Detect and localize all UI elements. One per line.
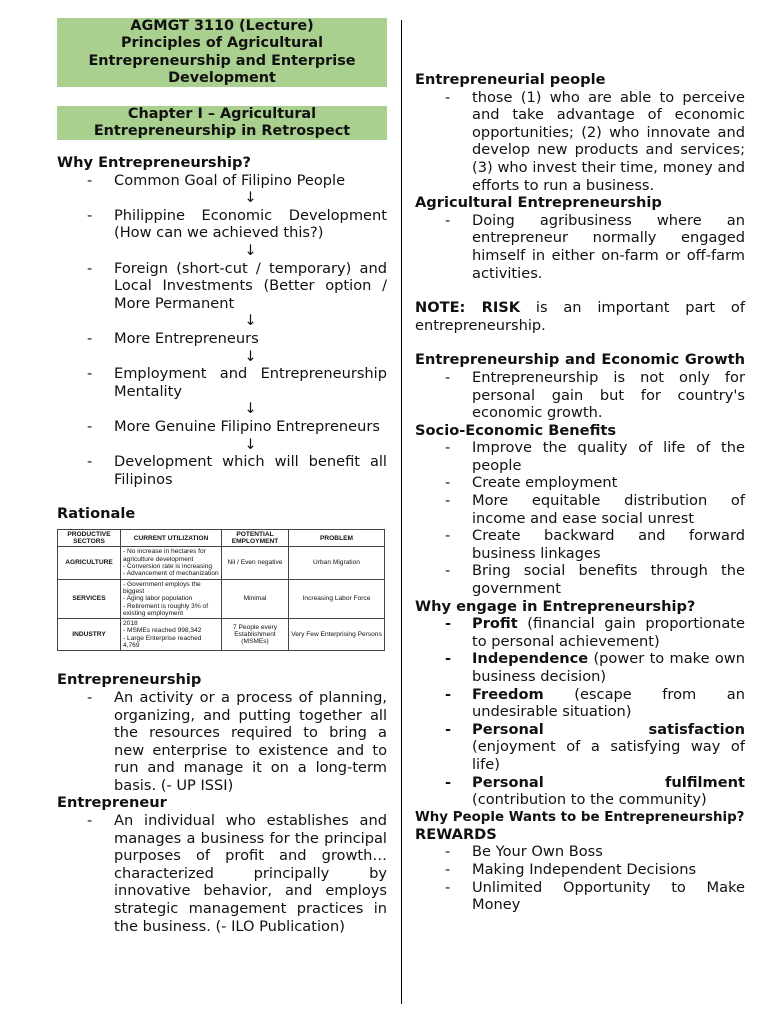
- rationale-heading: Rationale: [57, 505, 136, 523]
- rationale-table: [57, 529, 385, 651]
- list-item: - Development which will benefit all Filipinos: [57, 453, 387, 488]
- list-item: - More Genuine Filipino Entrepreneurs: [57, 418, 387, 436]
- benefits-heading: Socio-Economic Benefits: [415, 421, 617, 439]
- table-row: [58, 547, 385, 579]
- table-row: [58, 579, 385, 618]
- engage-heading: Why engage in Entrepreneurship?: [415, 597, 696, 615]
- list-item: - Improve the quality of life of the people: [415, 439, 745, 474]
- chapter-title-line: Chapter I – Agricultural: [127, 105, 317, 122]
- term: Personal fulfilment: [472, 773, 745, 791]
- growth-heading: Entrepreneurship and Economic Growth: [415, 351, 745, 369]
- down-arrow-icon: ↓: [244, 189, 257, 207]
- definition-item: - An activity or a process of planning, organizing, and putting together all the resources required to bring a new enterprise to existence and to run and manage it on a long-term basis. (- UP ISSI): [57, 689, 387, 795]
- sector-cell: AGRICULTURE: [58, 547, 121, 579]
- term-desc: (escape from an undesirable situation): [472, 685, 745, 721]
- rewards-label: REWARDS: [415, 825, 497, 843]
- utilization-cell: - Government employs the biggest - Aging labor population - Retirement is roughly 3% of existing employment: [121, 579, 222, 618]
- column-divider: [401, 20, 402, 1004]
- utilization-cell: 2018 - MSMEs reached 998,342 - Large Enterprise reached 4,769: [121, 619, 222, 651]
- list-item: [415, 650, 745, 685]
- down-arrow-icon: ↓: [244, 312, 257, 330]
- sector-cell: SERVICES: [58, 579, 121, 618]
- list-item: - Bring social benefits through the government: [415, 562, 745, 597]
- list-item: - Employment and Entrepreneurship Mentality: [57, 365, 387, 400]
- problem-cell: Increasing Labor Force: [289, 579, 385, 618]
- down-arrow-icon: ↓: [244, 400, 257, 418]
- down-arrow-icon: ↓: [244, 435, 257, 453]
- list-item: [415, 686, 745, 721]
- term-desc: (power to make own business decision): [472, 650, 745, 685]
- chapter-title-box: [57, 106, 387, 140]
- employment-cell: Nil / Even negative: [222, 547, 289, 579]
- term-desc: (contribution to the community): [472, 791, 707, 809]
- term-desc: (enjoyment of a satisfying way of life): [472, 738, 745, 773]
- definition-item: - Entrepreneurship is not only for personal gain but for country's economic growth.: [415, 369, 745, 422]
- sector-cell: INDUSTRY: [58, 619, 121, 651]
- risk-note-text: is an important part of entrepreneurship.: [415, 299, 746, 334]
- right-column: [415, 18, 745, 914]
- course-title-line: Principles of Agricultural: [120, 35, 324, 52]
- list-item: - More equitable distribution of income and ease social unrest: [415, 492, 745, 527]
- list-item: [415, 615, 745, 650]
- list-item: [415, 721, 745, 774]
- list-item: - Create employment: [415, 474, 745, 492]
- term-desc: (financial gain proportionate to personal achievement): [472, 615, 745, 650]
- why-heading: Why Entrepreneurship?: [57, 154, 251, 171]
- course-code: AGMGT 3110 (Lecture): [130, 17, 314, 34]
- column-header: CURRENT UTILIZATION: [121, 529, 222, 547]
- course-title-line: Development: [168, 69, 276, 86]
- definition-item: - Doing agribusiness where an entrepreneur normally engaged himself in either on-farm or off-farm activities.: [415, 212, 745, 282]
- problem-cell: Urban Migration: [289, 547, 385, 579]
- column-header: POTENTIAL EMPLOYMENT: [222, 529, 289, 547]
- list-item: - Making Independent Decisions: [415, 861, 745, 879]
- problem-cell: Very Few Enterprising Persons: [289, 619, 385, 651]
- entrepreneurship-heading: Entrepreneurship: [57, 671, 202, 689]
- employment-cell: 7 People every Establishment (MSMEs): [222, 619, 289, 651]
- down-arrow-icon: ↓: [244, 347, 257, 365]
- list-item: - Create backward and forward business linkages: [415, 527, 745, 562]
- engage-list: [415, 615, 745, 809]
- list-item: [415, 774, 745, 809]
- column-header: PRODUCTIVE SECTORS: [58, 529, 121, 547]
- term: Profit: [472, 615, 518, 633]
- risk-note: [415, 299, 745, 334]
- employment-cell: Minimal: [222, 579, 289, 618]
- ent-people-heading: Entrepreneurial people: [415, 71, 606, 88]
- rewards-list: [415, 843, 745, 913]
- risk-note-label: NOTE: RISK: [415, 299, 521, 317]
- entrepreneur-heading: Entrepreneur: [57, 794, 167, 812]
- list-item: - More Entrepreneurs: [57, 330, 387, 348]
- list-item: - Unlimited Opportunity to Make Money: [415, 879, 745, 914]
- course-title-box: [57, 18, 387, 87]
- table-row: [58, 619, 385, 651]
- chapter-title-line: Entrepreneurship in Retrospect: [93, 123, 351, 139]
- list-item: - Foreign (short-cut / temporary) and Local Investments (Better option / More Permanent: [57, 260, 387, 313]
- term: Personal satisfaction: [472, 720, 745, 738]
- definition-item: - those (1) who are able to perceive and take advantage of economic opportunities; (2) who innovate and develop new products and services; (3) who invest their time, money and efforts to run a business.: [415, 89, 745, 195]
- list-item: - Philippine Economic Development (How can we achieved this?): [57, 207, 387, 242]
- down-arrow-icon: ↓: [244, 241, 257, 259]
- list-item: - Be Your Own Boss: [415, 843, 745, 861]
- left-column: [57, 18, 387, 935]
- term: Independence: [472, 650, 589, 668]
- wants-heading: Why People Wants to be Entrepreneurship?: [415, 809, 745, 825]
- table-header-row: [58, 529, 385, 547]
- benefits-list: [415, 439, 745, 597]
- continued-text-spacer: [415, 18, 745, 63]
- why-list: [57, 172, 387, 190]
- list-item: - Common Goal of Filipino People: [57, 172, 387, 190]
- definition-item: - An individual who establishes and manages a business for the principal purposes of profit and growth… characterized principally by innovative behavior, and employs strategic management practices in the business. (- ILO Publication): [57, 812, 387, 935]
- agri-ent-heading: Agricultural Entrepreneurship: [415, 194, 662, 212]
- column-header: PROBLEM: [289, 529, 385, 547]
- term: Freedom: [472, 685, 544, 703]
- utilization-cell: - No increase in hectares for agriculture development - Conversion rate is increasing - Advancement of mechanization: [121, 547, 222, 579]
- course-title-line: Entrepreneurship and Enterprise: [88, 52, 356, 69]
